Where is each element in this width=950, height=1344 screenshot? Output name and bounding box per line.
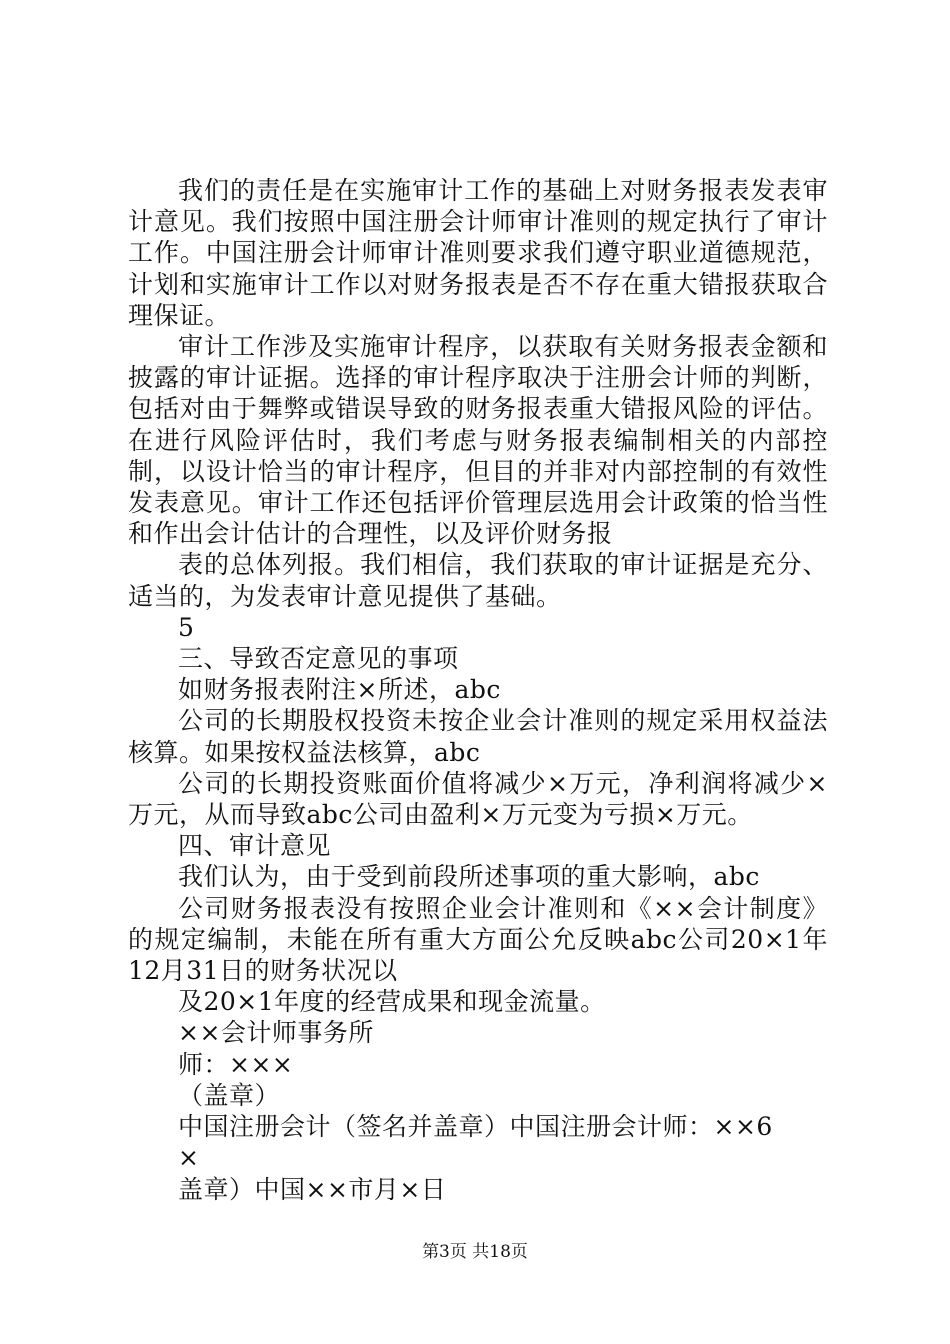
paragraph: 如财务报表附注×所述，abc (178, 675, 501, 705)
paragraph: 表的总体列报。我们相信，我们获取的审计证据是充分、适当的，为发表审计意见提供了基础。 (128, 550, 828, 611)
paragraph: 审计工作涉及实施审计程序，以获取有关财务报表金额和披露的审计证据。选择的审计程序取决于注册会计师的判断，包括对由于舞弊或错误导致的财务报表重大错报风险的评估。在进行风险评估时，我们考虑与财务报表编制相关的内部控制，以设计恰当的审计程序，但目的并非对内部控制的有效性发表意见。审计工作还包括评价管理层选用会计政策的恰当性和作出会计估计的合理性，以及评价财务报 (128, 332, 828, 549)
section-heading: 四、审计意见 (178, 831, 332, 861)
paragraph: 公司的长期投资账面价值将减少×万元，净利润将减少×万元，从而导致abc公司由盈利×万元变为亏损×万元。 (128, 768, 828, 830)
signature-line: 盖章）中国××市月×日 (178, 1174, 447, 1204)
signature-line: ××会计师事务所 (178, 1018, 374, 1048)
signature-line: × (178, 1143, 200, 1173)
paragraph: 公司的长期股权投资未按企业会计准则的规定采用权益法核算。如果按权益法核算，abc (128, 706, 828, 767)
signature-line: 师：××× (178, 1049, 294, 1079)
paragraph: 及20×1年度的经营成果和现金流量。 (178, 987, 606, 1017)
signature-line: 中国注册会计（签名并盖章）中国注册会计师：××6 (178, 1112, 773, 1142)
page-number-label: 第3页 共18页 (422, 1242, 528, 1262)
paragraph: 我们认为，由于受到前段所述事项的重大影响，abc (178, 862, 760, 892)
paragraph: 公司财务报表没有按照企业会计准则和《××会计制度》的规定编制，未能在所有重大方面公允反映abc公司20×1年12月31日的财务状况以 (128, 893, 828, 986)
section-heading: 三、导致否定意见的事项 (178, 644, 459, 674)
paragraph: 我们的责任是在实施审计工作的基础上对财务报表发表审计意见。我们按照中国注册会计师审计准则的规定执行了审计工作。中国注册会计师审计准则要求我们遵守职业道德规范，计划和实施审计工作以对财务报表是否不存在重大错报获取合理保证。 (128, 176, 828, 330)
paragraph: 5 (178, 612, 195, 642)
document-body (128, 175, 828, 1205)
page-footer (0, 1242, 950, 1262)
signature-line: （盖章） (178, 1080, 281, 1110)
